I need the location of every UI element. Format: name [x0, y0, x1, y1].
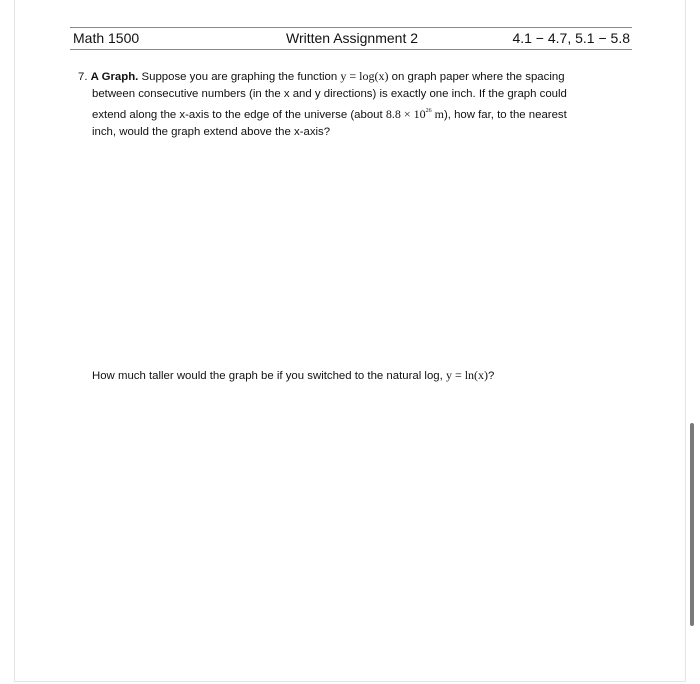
question-7-followup [92, 367, 494, 385]
universe-exponent: 26 [425, 108, 432, 114]
question-title: A Graph. [90, 71, 139, 83]
section-range: 4.1 − 4.7, 5.1 − 5.8 [512, 30, 630, 46]
question-7-line-2: between consecutive numbers (in the x and y directions) is exactly one inch. If the graph could [92, 88, 567, 100]
question-text: ), how far, to the nearest [443, 109, 567, 121]
question-7-line-1 [78, 68, 623, 86]
course-title: Math 1500 [73, 30, 140, 46]
vertical-scrollbar[interactable] [690, 423, 694, 626]
question-7-line-3 [78, 103, 623, 124]
question-7 [78, 68, 623, 141]
question-number: 7. [78, 71, 88, 83]
assignment-title: Written Assignment 2 [286, 30, 419, 46]
question-text: on graph paper where the spacing [391, 71, 565, 83]
question-mark: ? [488, 370, 495, 382]
page-header [70, 27, 632, 50]
function-ln: y = ln(x) [445, 368, 489, 382]
question-text: How much taller would the graph be if you switched to the natural log, [92, 370, 443, 382]
universe-mantissa: 8.8 × 10 [385, 107, 426, 121]
question-text: Suppose you are graphing the function [141, 71, 338, 83]
function-log: y = log(x) [340, 69, 389, 83]
question-text: extend along the x-axis to the edge of the universe (about [92, 109, 383, 121]
question-7-line-4: inch, would the graph extend above the x-axis? [92, 126, 331, 138]
universe-unit: m [434, 107, 444, 121]
universe-size [386, 107, 444, 121]
